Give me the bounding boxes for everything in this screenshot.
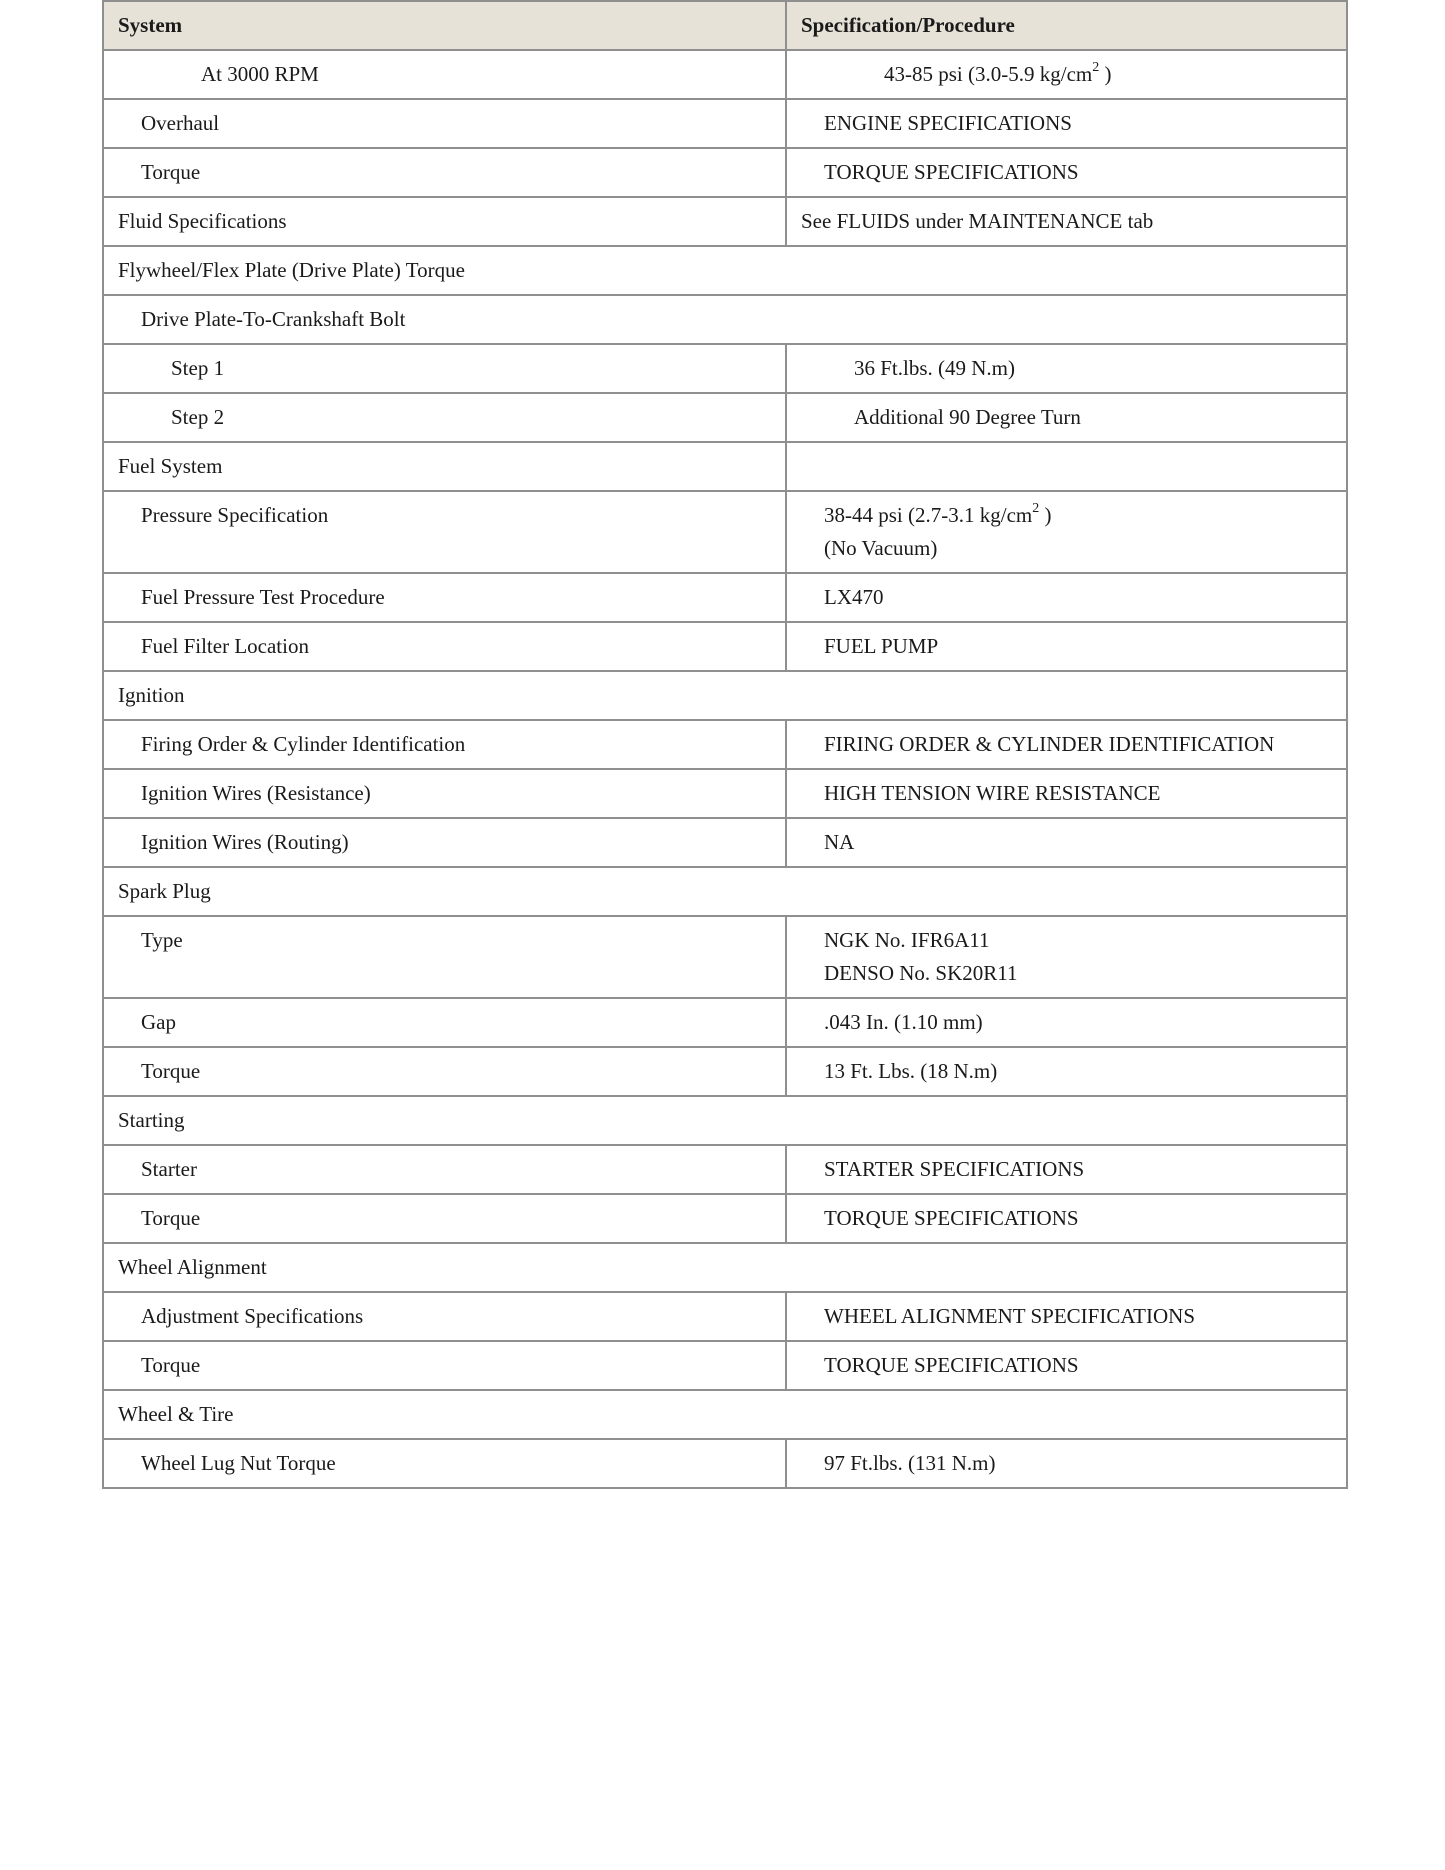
system-cell: Ignition Wires (Resistance) [103,769,786,818]
table-row [103,818,1347,867]
system-cell: Overhaul [103,99,786,148]
table-row [103,622,1347,671]
section-heading: Fuel System [103,442,786,491]
spec-cell: LX470 [786,573,1347,622]
table-row [103,720,1347,769]
section-heading: Flywheel/Flex Plate (Drive Plate) Torque [103,246,1347,295]
table-row [103,1145,1347,1194]
system-cell: Step 1 [103,344,786,393]
system-cell: Starter [103,1145,786,1194]
spec-cell: TORQUE SPECIFICATIONS [786,1341,1347,1390]
section-row [103,671,1347,720]
spec-cell [786,916,1347,998]
spec-cell: NA [786,818,1347,867]
spec-text: 38-44 psi (2.7-3.1 kg/cm [824,503,1033,527]
subsection-heading: Drive Plate-To-Crankshaft Bolt [103,295,1347,344]
spec-cell: STARTER SPECIFICATIONS [786,1145,1347,1194]
section-row [103,246,1347,295]
system-cell: Pressure Specification [103,491,786,573]
system-cell: Adjustment Specifications [103,1292,786,1341]
table-header-row [103,1,1347,50]
spec-cell: TORQUE SPECIFICATIONS [786,1194,1347,1243]
header-system: System [103,1,786,50]
spec-cell: FIRING ORDER & CYLINDER IDENTIFICATION [786,720,1347,769]
table-row [103,1194,1347,1243]
table-row [103,344,1347,393]
spec-cell: HIGH TENSION WIRE RESISTANCE [786,769,1347,818]
specification-table [102,0,1348,1489]
spec-text-end: ) [1039,503,1052,527]
section-heading: Ignition [103,671,1347,720]
spec-cell: 13 Ft. Lbs. (18 N.m) [786,1047,1347,1096]
spec-cell [786,50,1347,99]
system-cell: Torque [103,1341,786,1390]
table-row [103,148,1347,197]
table-row [103,769,1347,818]
spec-cell: See FLUIDS under MAINTENANCE tab [786,197,1347,246]
spec-cell: FUEL PUMP [786,622,1347,671]
spec-cell: .043 In. (1.10 mm) [786,998,1347,1047]
section-row [103,442,1347,491]
section-heading: Starting [103,1096,1347,1145]
section-heading: Wheel Alignment [103,1243,1347,1292]
system-cell: Fluid Specifications [103,197,786,246]
spec-text: 43-85 psi (3.0-5.9 kg/cm [884,62,1093,86]
section-row [103,1390,1347,1439]
table-row [103,197,1347,246]
spec-text-end: ) [1099,62,1112,86]
system-cell: Step 2 [103,393,786,442]
spec-cell: 36 Ft.lbs. (49 N.m) [786,344,1347,393]
section-heading: Spark Plug [103,867,1347,916]
section-row [103,867,1347,916]
system-cell: Type [103,916,786,998]
header-specification: Specification/Procedure [786,1,1347,50]
spec-line [824,503,1332,528]
system-cell: Torque [103,148,786,197]
spec-cell: 97 Ft.lbs. (131 N.m) [786,1439,1347,1488]
table-row [103,1047,1347,1096]
spec-cell: Additional 90 Degree Turn [786,393,1347,442]
spec-cell [786,442,1347,491]
system-cell: Torque [103,1047,786,1096]
spec-cell: TORQUE SPECIFICATIONS [786,148,1347,197]
spec-cell [786,491,1347,573]
table-row [103,1292,1347,1341]
superscript: 2 [1092,60,1100,75]
section-row [103,1096,1347,1145]
table-row [103,998,1347,1047]
table-row [103,1439,1347,1488]
table-row [103,916,1347,998]
section-heading: Wheel & Tire [103,1390,1347,1439]
table-row [103,1341,1347,1390]
system-cell: Gap [103,998,786,1047]
system-cell: Fuel Pressure Test Procedure [103,573,786,622]
table-row [103,393,1347,442]
spec-line: NGK No. IFR6A11 [824,928,990,952]
table-row [103,491,1347,573]
spec-cell: WHEEL ALIGNMENT SPECIFICATIONS [786,1292,1347,1341]
spec-cell: ENGINE SPECIFICATIONS [786,99,1347,148]
table-row [103,573,1347,622]
system-cell: Ignition Wires (Routing) [103,818,786,867]
spec-line-2: DENSO No. SK20R11 [824,961,1018,985]
section-row [103,295,1347,344]
superscript: 2 [1032,501,1040,516]
table-row [103,99,1347,148]
spec-line-2: (No Vacuum) [824,536,938,560]
section-row [103,1243,1347,1292]
system-cell: Firing Order & Cylinder Identification [103,720,786,769]
system-cell: At 3000 RPM [103,50,786,99]
system-cell: Wheel Lug Nut Torque [103,1439,786,1488]
system-cell: Torque [103,1194,786,1243]
table-row [103,50,1347,99]
system-cell: Fuel Filter Location [103,622,786,671]
